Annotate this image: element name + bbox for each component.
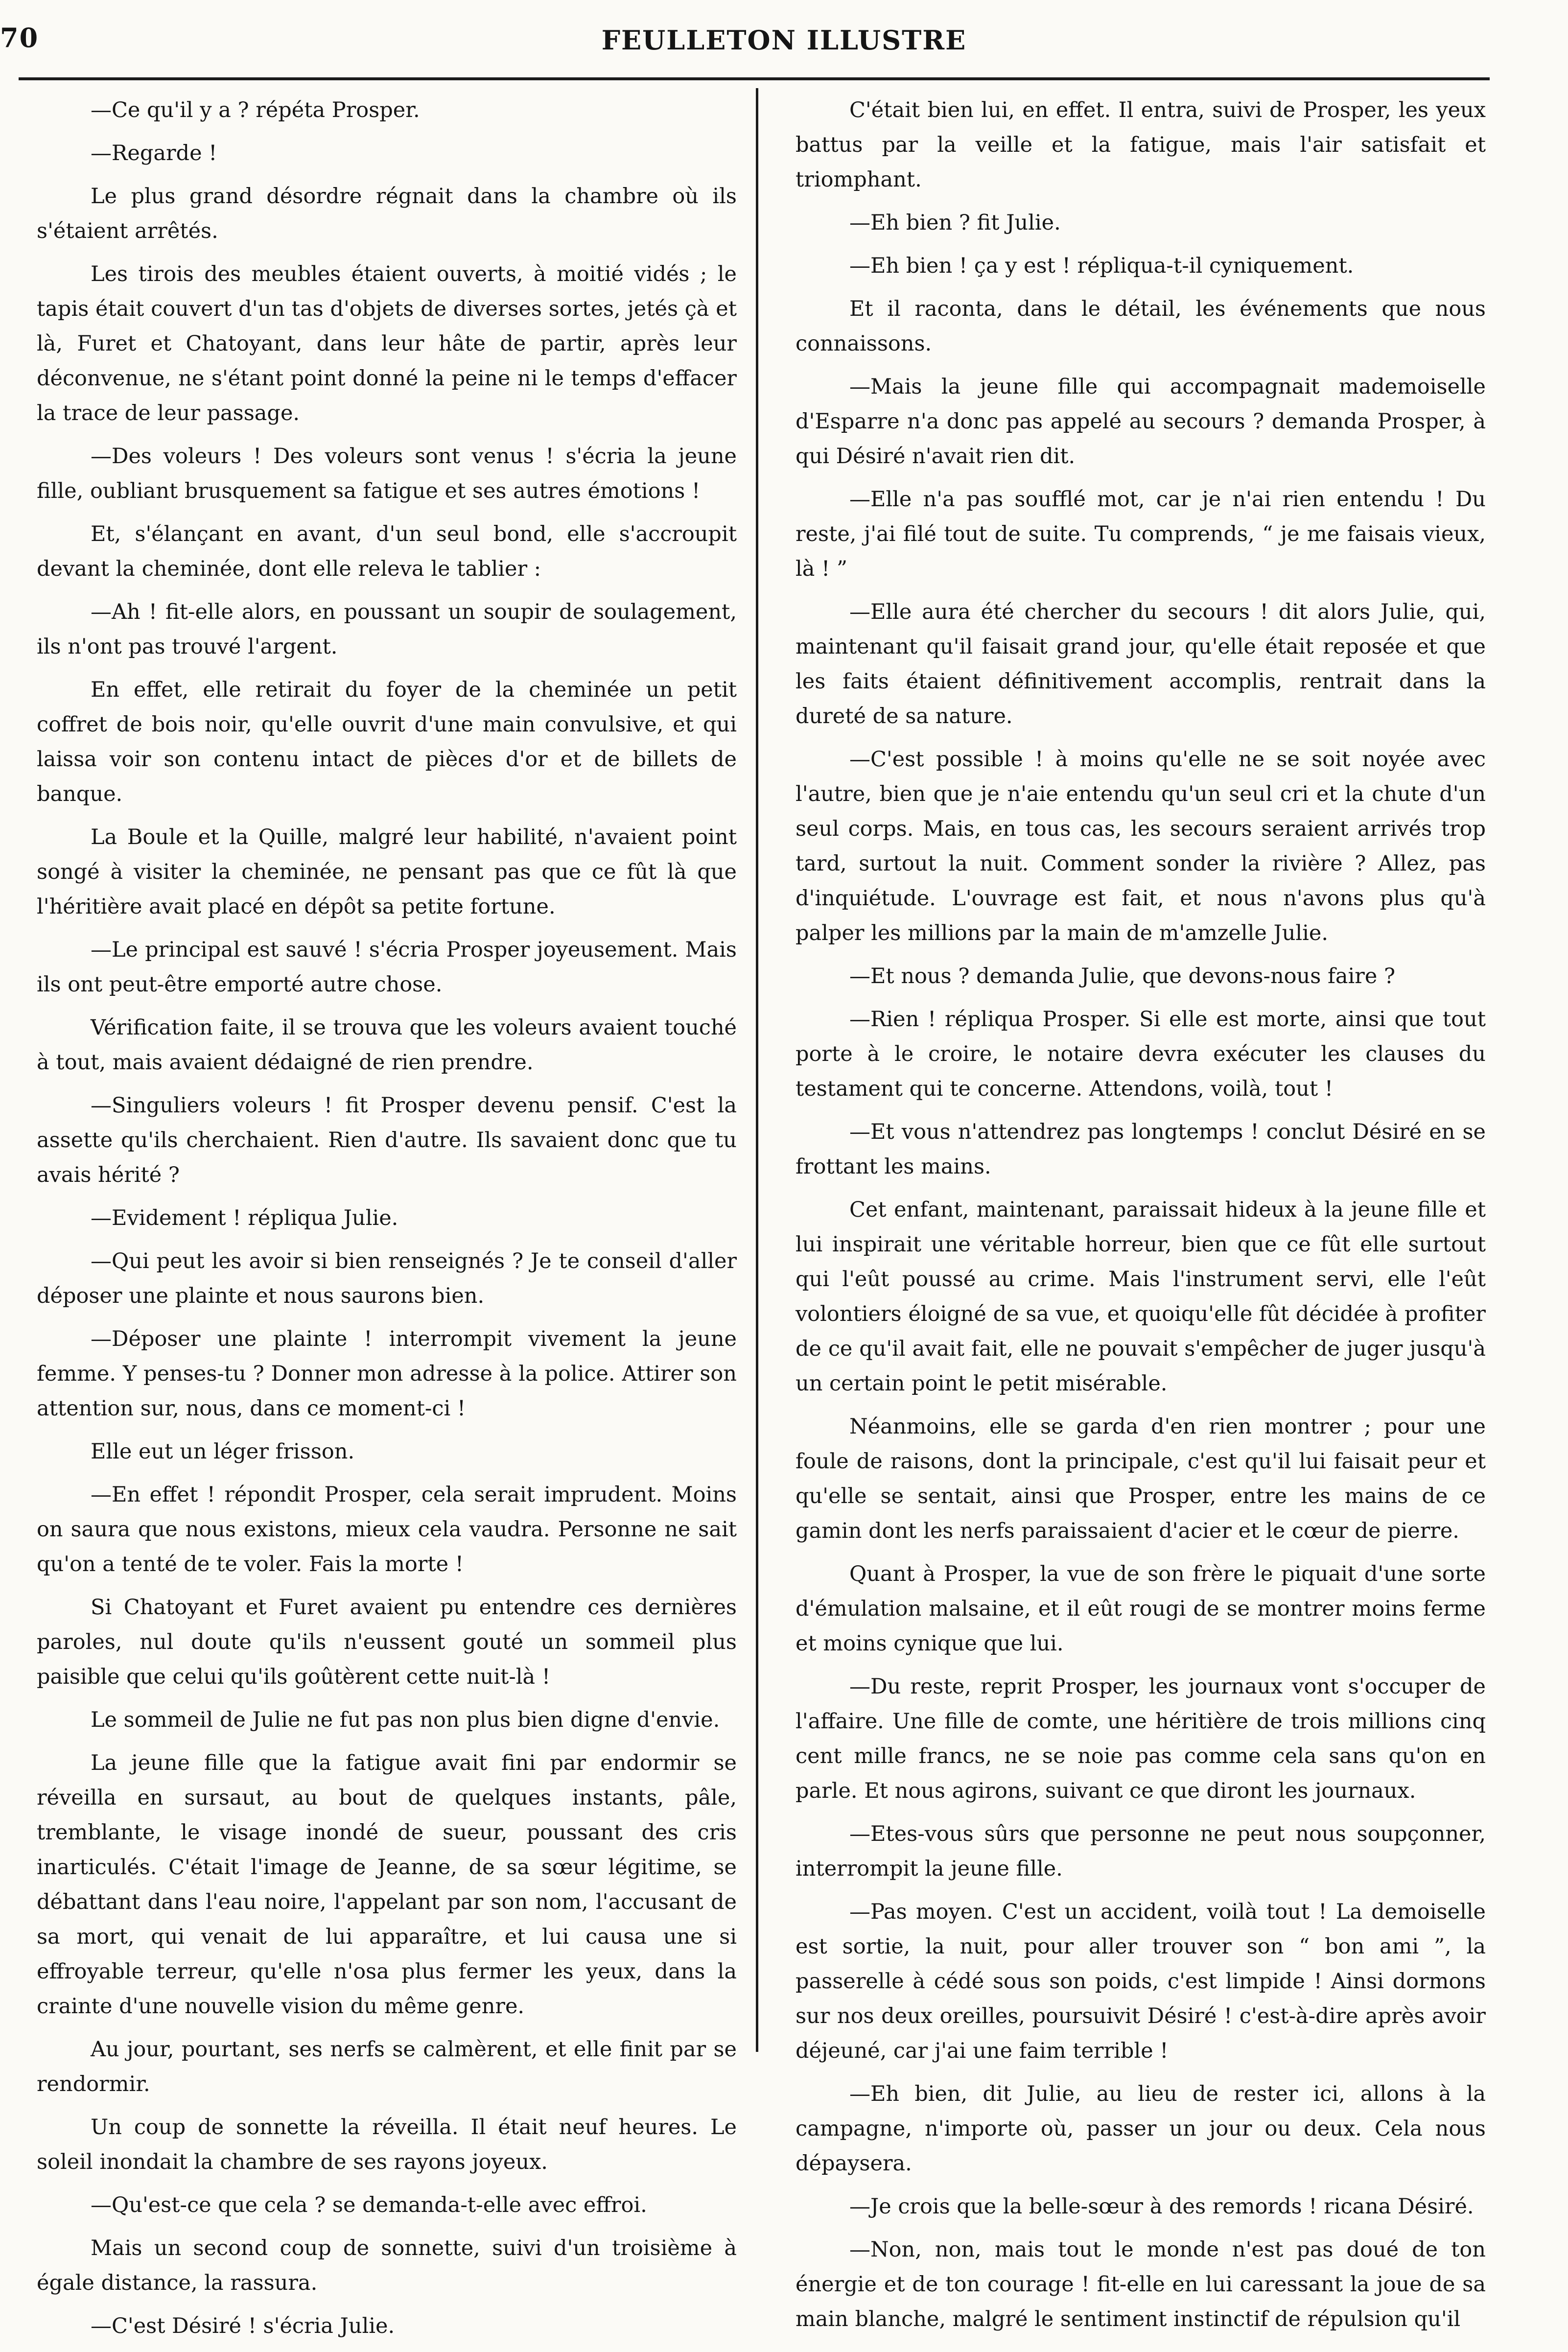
right-column (796, 93, 1486, 2345)
paragraph: Elle eut un léger frisson. (91, 1439, 355, 1464)
header-rule (19, 77, 1490, 80)
paragraph: —Eh bien, dit Julie, au lieu de rester ici, allons à la campagne, n'importe où, passer un jour ou deux. Cela nous dépaysera. (796, 2082, 1486, 2176)
paragraph: Le sommeil de Julie ne fut pas non plus bien digne d'envie. (91, 1708, 720, 1732)
paragraph: Et il raconta, dans le détail, les événements que nous connaissons. (796, 297, 1486, 356)
paragraph: —Eh bien ! ça y est ! répliqua-t-il cyniquement. (849, 254, 1354, 278)
paragraph: La jeune fille que la fatigue avait fini par endormir se réveilla en sursaut, au bout de quelques instants, pâle, tremblante, le visage inondé de sueur, poussant des cris inarticulés. C'était l'image de Jeanne, de sa sœur légitime, se débattant dans l'eau noire, l'appelant par son nom, l'accusant de sa mort, qui venait de lui apparaître, et lui causa une si effroyable terreur, qu'elle n'osa plus fermer les yeux, dans la crainte d'une nouvelle vision du même genre. (37, 1751, 737, 2019)
running-title: FEULLETON ILLUSTRE (601, 24, 967, 56)
paragraph: Le plus grand désordre régnait dans la chambre où ils s'étaient arrêtés. (37, 184, 737, 243)
paragraph: —Et vous n'attendrez pas longtemps ! conclut Désiré en se frottant les mains. (796, 1120, 1486, 1179)
paragraph: —Elle n'a pas soufflé mot, car je n'ai rien entendu ! Du reste, j'ai filé tout de suite. Tu comprends, “ je me faisais vieux, là ! ” (796, 487, 1486, 581)
paragraph: —C'est Désiré ! s'écria Julie. (91, 2314, 395, 2338)
paragraph: Mais un second coup de sonnette, suivi d'un troisième à égale distance, la rassura. (37, 2236, 737, 2295)
paragraph: —Pas moyen. C'est un accident, voilà tout ! La demoiselle est sortie, la nuit, pour aller trouver son “ bon ami ”, la passerelle à cédé sous son poids, c'est limpide ! Ainsi dormons sur nos deux oreilles, poursuivit Désiré ! c'est-à-dire après avoir déjeuné, car j'ai une faim terrible ! (796, 1900, 1486, 2063)
paragraph: Au jour, pourtant, ses nerfs se calmèrent, et elle finit par se rendormir. (37, 2037, 737, 2096)
paragraph: —Des voleurs ! Des voleurs sont venus ! s'écria la jeune fille, oubliant brusquement sa fatigue et ses autres émotions ! (37, 444, 737, 503)
paragraph: —Non, non, mais tout le monde n'est pas doué de ton énergie et de ton courage ! fit-elle en lui caressant la joue de sa main blanche, malgré le sentiment instinctif de répulsion qu'il (796, 2237, 1486, 2331)
paragraph: —Etes-vous sûrs que personne ne peut nous soupçonner, interrompit la jeune fille. (796, 1822, 1486, 1881)
paragraph: —Et nous ? demanda Julie, que devons-nous faire ? (849, 964, 1396, 988)
paragraph: Néanmoins, elle se garda d'en rien montrer ; pour une foule de raisons, dont la principale, c'est qu'il lui faisait peur et qu'elle se sentait, ainsi que Prosper, entre les mains de ce gamin dont les nerfs paraissaient d'acier et le cœur de pierre. (796, 1414, 1486, 1543)
paragraph: —Qui peut les avoir si bien renseignés ? Je te conseil d'aller déposer une plainte et nous saurons bien. (37, 1249, 737, 1308)
paragraph: —Rien ! répliqua Prosper. Si elle est morte, ainsi que tout porte à le croire, le notaire devra exécuter les clauses du testament qui te concerne. Attendons, voilà, tout ! (796, 1007, 1486, 1101)
paragraph: Cet enfant, maintenant, paraissait hideux à la jeune fille et lui inspirait une véritable horreur, bien que ce fût elle surtout qui l'eût poussé au crime. Mais l'instrument servi, elle l'eût volontiers éloigné de sa vue, et quoiqu'elle fût décidée à profiter de ce qu'il avait fait, elle ne pouvait s'empêcher de juger jusqu'à un certain point le petit misérable. (796, 1198, 1486, 1396)
paragraph: —Déposer une plainte ! interrompit vivement la jeune femme. Y penses-tu ? Donner mon adresse à la police. Attirer son attention sur, nous, dans ce moment-ci ! (37, 1327, 737, 1421)
column-divider (756, 88, 758, 2052)
paragraph: —Le principal est sauvé ! s'écria Prosper joyeusement. Mais ils ont peut-être emporté autre chose. (37, 938, 737, 997)
paragraph: Les tirois des meubles étaient ouverts, à moitié vidés ; le tapis était couvert d'un tas d'objets de diverses sortes, jetés çà et là, Furet et Chatoyant, dans leur hâte de partir, après leur déconvenue, ne s'étant point donné la peine ni le temps d'effacer la trace de leur passage. (37, 262, 737, 425)
paragraph: —En effet ! répondit Prosper, cela serait imprudent. Moins on saura que nous existons, mieux cela vaudra. Personne ne sait qu'on a tenté de te voler. Fais la morte ! (37, 1482, 737, 1576)
paragraph: —Je crois que la belle-sœur à des remords ! ricana Désiré. (849, 2194, 1474, 2219)
paragraph: Si Chatoyant et Furet avaient pu entendre ces dernières paroles, nul doute qu'ils n'eussent gouté un sommeil plus paisible que celui qu'ils goûtèrent cette nuit-là ! (37, 1595, 737, 1689)
paragraph: Vérification faite, il se trouva que les voleurs avaient touché à tout, mais avaient dédaigné de rien prendre. (37, 1015, 737, 1075)
paragraph: —Du reste, reprit Prosper, les journaux vont s'occuper de l'affaire. Une fille de comte, une héritière de trois millions cinq cent mille francs, ne se noie pas comme cela sans qu'on en parle. Et nous agirons, suivant ce que diront les journaux. (796, 1674, 1486, 1803)
paragraph: —Ce qu'il y a ? répéta Prosper. (91, 98, 420, 122)
paragraph: C'était bien lui, en effet. Il entra, suivi de Prosper, les yeux battus par la veille et la fatigue, mais l'air satisfait et triomphant. (796, 98, 1486, 192)
paragraph: —Evidement ! répliqua Julie. (91, 1206, 398, 1230)
paragraph: La Boule et la Quille, malgré leur habilité, n'avaient point songé à visiter la cheminée, ne pensant pas que ce fût là que l'héritière avait placé en dépôt sa petite fortune. (37, 825, 737, 919)
paragraph: —Elle aura été chercher du secours ! dit alors Julie, qui, maintenant qu'il faisait grand jour, qu'elle était reposée et que les faits étaient définitivement accomplis, rentrait dans la dureté de sa nature. (796, 600, 1486, 729)
paragraph: —Ah ! fit-elle alors, en poussant un soupir de soulagement, ils n'ont pas trouvé l'argent. (37, 600, 737, 659)
paragraph: Un coup de sonnette la réveilla. Il était neuf heures. Le soleil inondait la chambre de ses rayons joyeux. (37, 2115, 737, 2174)
page-number: 70 (0, 22, 39, 53)
paragraph: —Qu'est-ce que cela ? se demanda-t-elle avec effroi. (91, 2193, 647, 2217)
paragraph: —Mais la jeune fille qui accompagnait mademoiselle d'Esparre n'a donc pas appelé au secours ? demanda Prosper, à qui Désiré n'avait rien dit. (796, 375, 1486, 469)
paragraph: Et, s'élançant en avant, d'un seul bond, elle s'accroupit devant la cheminée, dont elle releva le tablier : (37, 522, 737, 581)
paragraph: —C'est possible ! à moins qu'elle ne se soit noyée avec l'autre, bien que je n'aie entendu qu'un seul cri et la chute d'un seul corps. Mais, en tous cas, les secours seraient arrivés trop tard, surtout la nuit. Comment sonder la rivière ? Allez, pas d'inquiétude. L'ouvrage est fait, et nous n'avons plus qu'à palper les millions par la main de m'amzelle Julie. (796, 747, 1486, 945)
paragraph: Quant à Prosper, la vue de son frère le piquait d'une sorte d'émulation malsaine, et il eût rougi de se montrer moins ferme et moins cynique que lui. (796, 1562, 1486, 1656)
paragraph: —Singuliers voleurs ! fit Prosper devenu pensif. C'est la assette qu'ils cherchaient. Rien d'autre. Ils savaient donc que tu avais hérité ? (37, 1093, 737, 1187)
paragraph: —Eh bien ? fit Julie. (849, 211, 1061, 235)
paragraph: —Regarde ! (91, 141, 217, 165)
paragraph: En effet, elle retirait du foyer de la cheminée un petit coffret de bois noir, qu'elle ouvrit d'une main convulsive, et qui laissa voir son contenu intact de pièces d'or et de billets de banque. (37, 678, 737, 806)
left-column (37, 93, 737, 2352)
